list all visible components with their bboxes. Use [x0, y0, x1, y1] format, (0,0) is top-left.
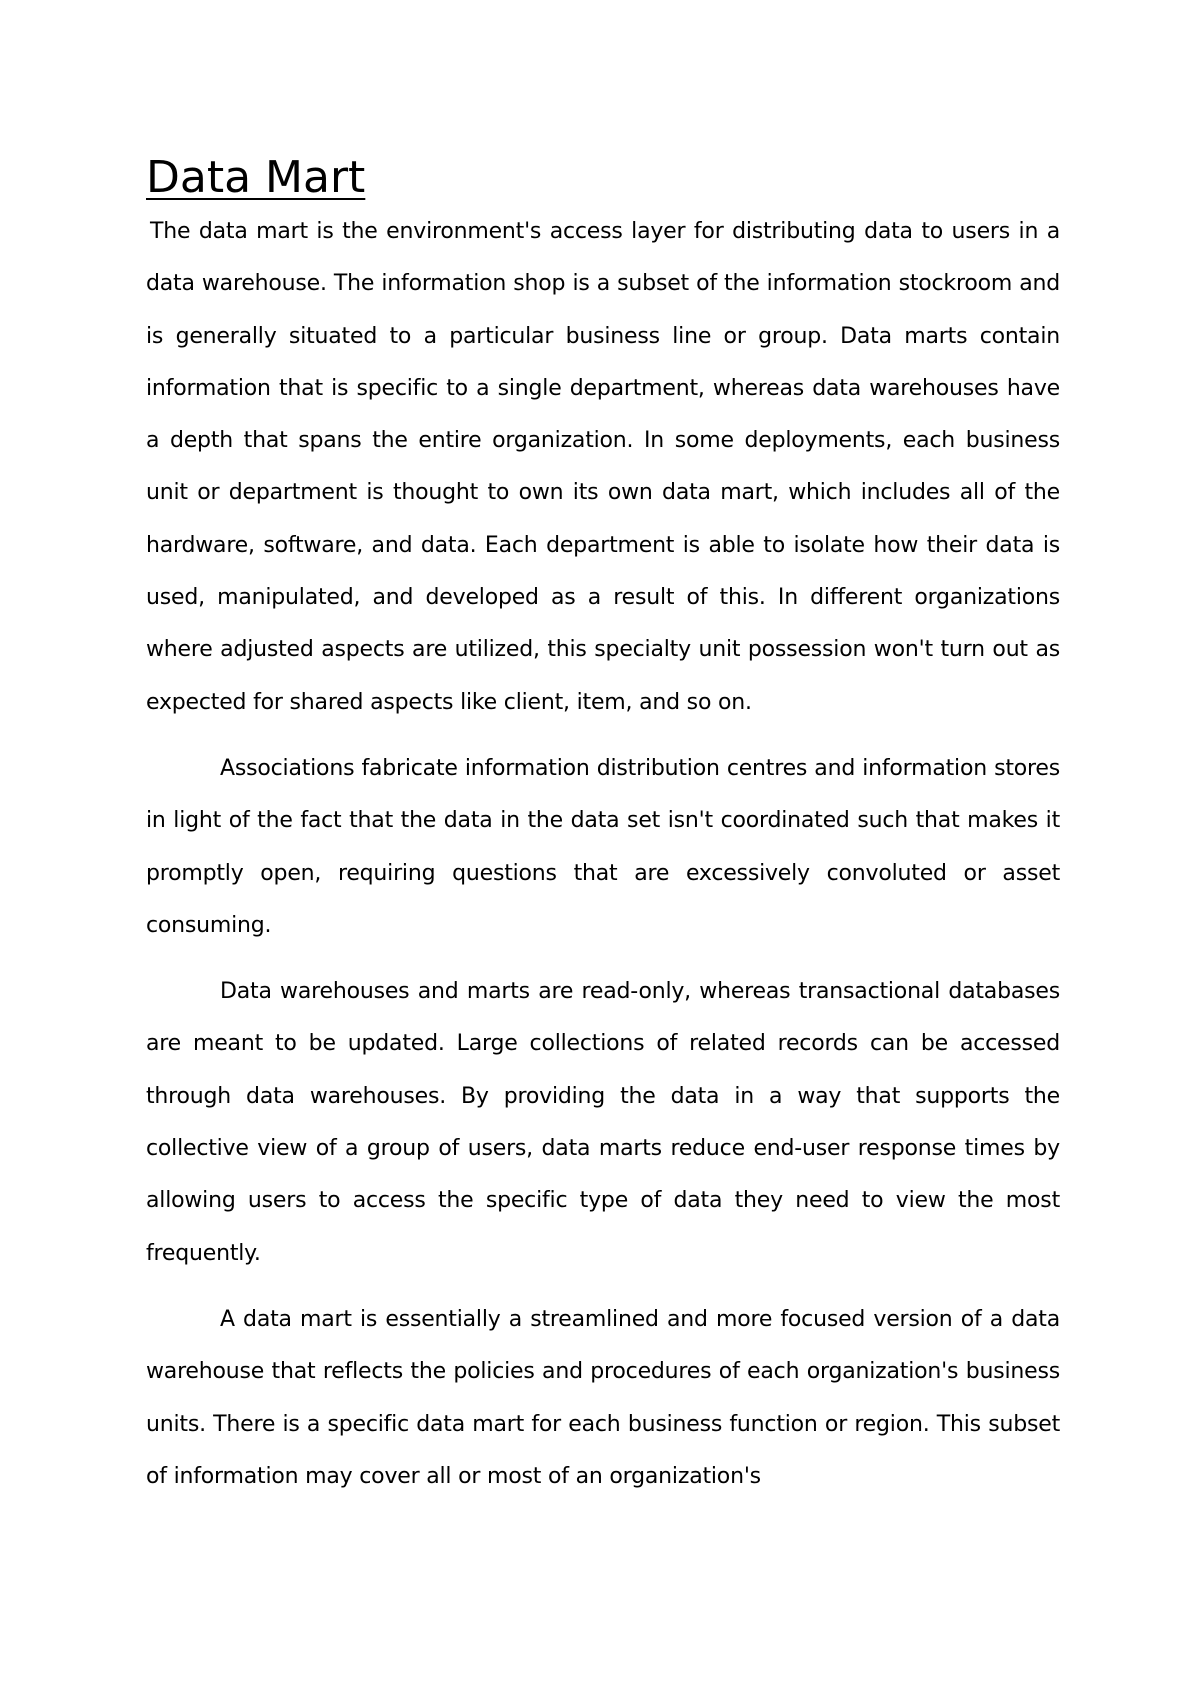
paragraph-2: Associations fabricate information distribution centres and information stores in light of the fact that the data in the data set isn't coordinated such that makes it promptly open, requiring questions that are excessively convoluted or asset consuming.	[146, 755, 1060, 938]
paragraph-3: Data warehouses and marts are read-only, whereas transactional databases are meant to be updated. Large collections of related records can be accessed through data warehouses. By providing the data in a way that supports the collective view of a group of users, data marts reduce end-user response times by allowing users to access the specific type of data they need to view the most frequently.	[146, 979, 1060, 1266]
paragraph-4: A data mart is essentially a streamlined and more focused version of a data warehouse that reflects the policies and procedures of each organization's business units. There is a specific data mart for each business function or region. This subset of information may cover all or most of an organization's	[146, 1306, 1060, 1489]
document-title: Data Mart	[146, 152, 366, 203]
document-page	[146, 150, 1060, 1503]
paragraph-1: The data mart is the environment's access layer for distributing data to users in a data warehouse. The information shop is a subset of the information stockroom and is generally situated to a particular business line or group. Data marts contain information that is specific to a single department, whereas data warehouses have a depth that spans the entire organization. In some deployments, each business unit or department is thought to own its own data mart, which includes all of the hardware, software, and data. Each department is able to isolate how their data is used, manipulated, and developed as a result of this. In different organizations where adjusted aspects are utilized, this specialty unit possession won't turn out as expected for shared aspects like client, item, and so on.	[146, 219, 1060, 715]
